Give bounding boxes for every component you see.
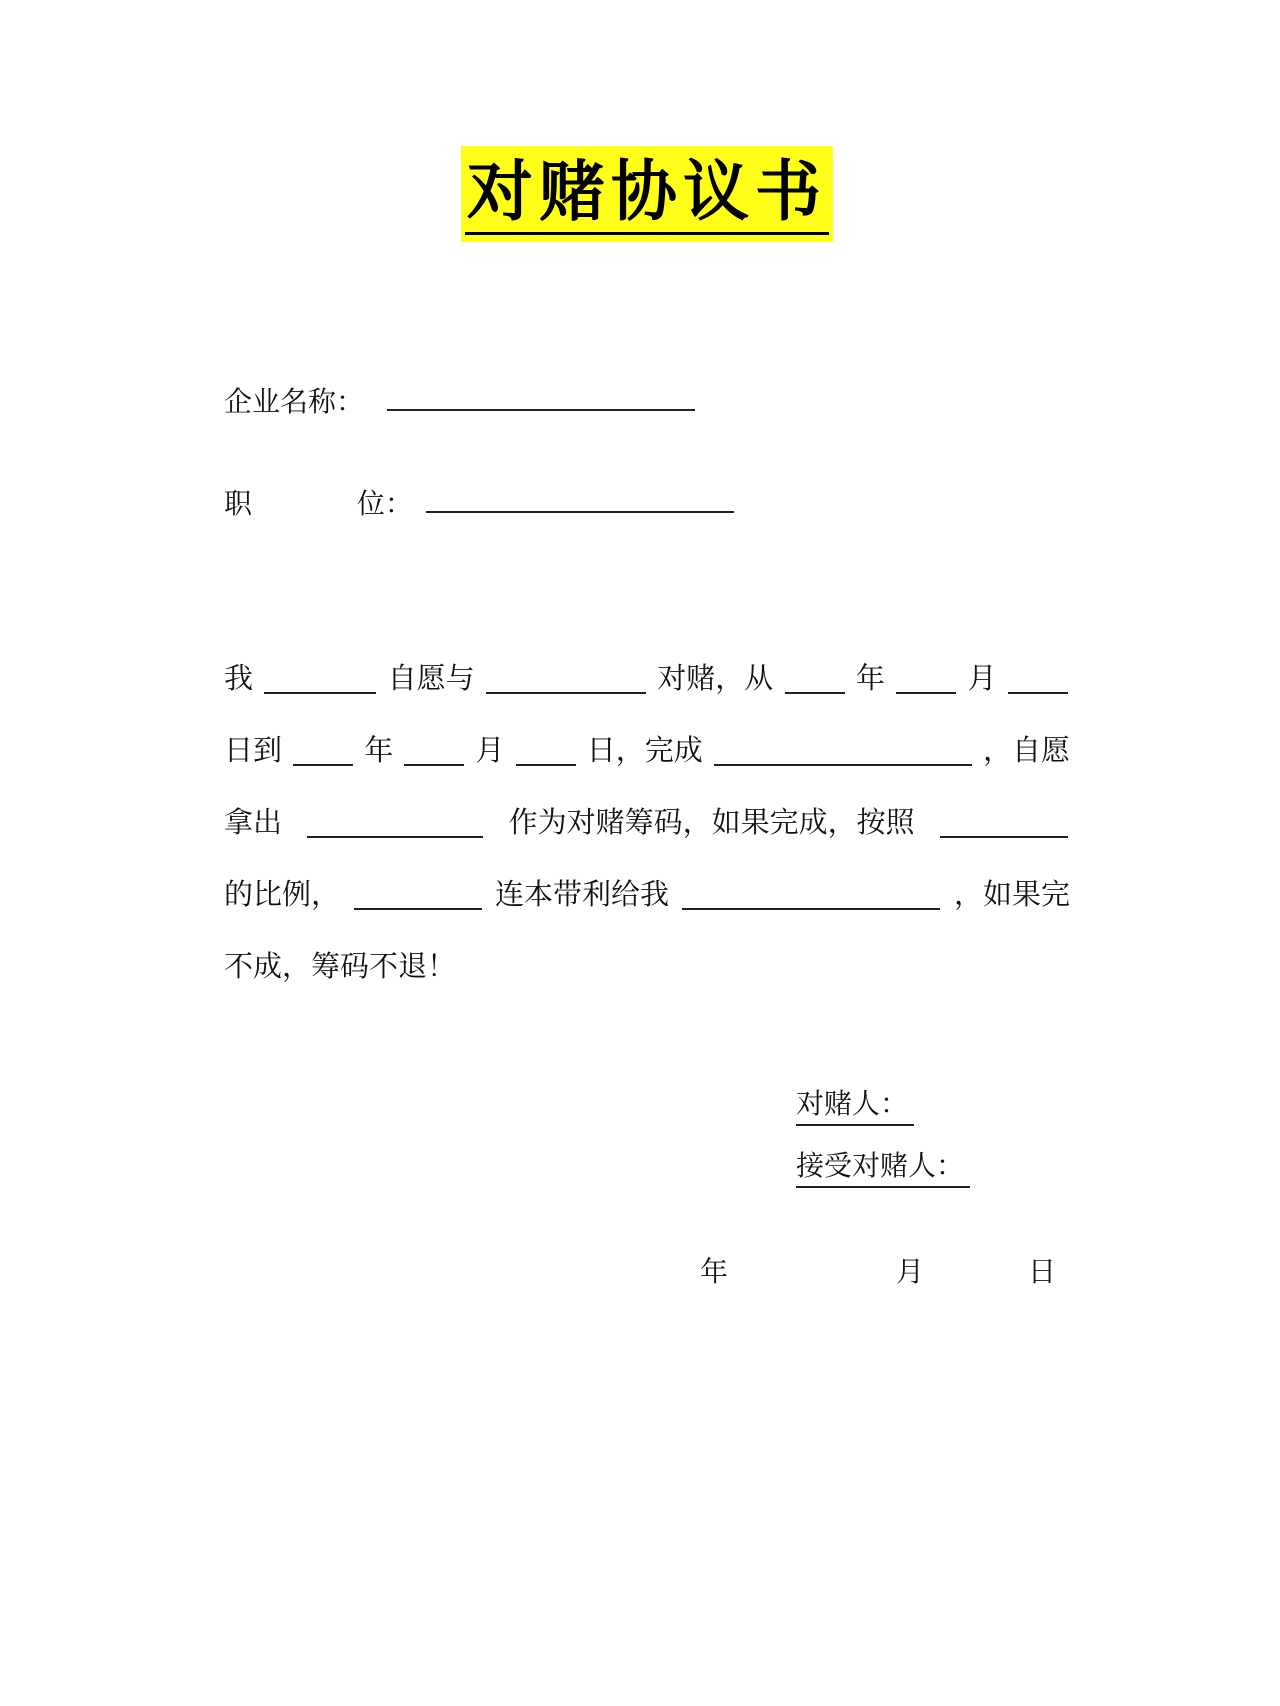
para-text: 自愿与 (387, 661, 475, 695)
para-text: ，如果完 (953, 877, 1070, 911)
company-name-row (224, 382, 695, 422)
counterparty-blank[interactable] (486, 662, 646, 694)
para-text: 日到 (224, 733, 283, 767)
start-year-blank[interactable] (785, 662, 845, 694)
paragraph-line-1 (224, 642, 1070, 714)
para-text: 作为对赌筹码，如果完成，按照 (508, 805, 915, 839)
para-text: 的比例， (224, 877, 341, 911)
para-text: 月 (475, 733, 505, 767)
payer-blank[interactable] (354, 878, 482, 910)
bettor-signature-line[interactable] (796, 1084, 914, 1126)
paragraph-line-2 (224, 714, 1070, 786)
date-day-label: 日 (1028, 1255, 1057, 1288)
paragraph-line-4 (224, 858, 1070, 930)
ratio-blank[interactable] (940, 806, 1068, 838)
paragraph-line-5 (224, 930, 1070, 1002)
para-text: 我 (224, 661, 254, 695)
para-text: 日，完成 (586, 733, 703, 767)
para-text: 月 (967, 661, 997, 695)
stake-blank[interactable] (307, 806, 483, 838)
position-row (224, 484, 734, 524)
date-month-label: 月 (896, 1255, 925, 1288)
paragraph-line-3 (224, 786, 1070, 858)
company-name-field[interactable] (387, 387, 695, 411)
document-title-text: 对赌协议书 (465, 150, 829, 235)
bettor-label: 对赌人： (796, 1087, 909, 1120)
bettor-name-blank[interactable] (264, 662, 376, 694)
end-month-blank[interactable] (404, 734, 464, 766)
agreement-paragraph (224, 642, 1070, 1002)
end-day-blank[interactable] (516, 734, 576, 766)
start-month-blank[interactable] (896, 662, 956, 694)
para-text: 不成，筹码不退！ (224, 949, 457, 983)
para-text: 对赌，从 (657, 661, 774, 695)
para-text: ，自愿 (982, 733, 1070, 767)
para-text: 年 (855, 661, 885, 695)
acceptor-label: 接受对赌人： (796, 1149, 965, 1182)
start-day-blank[interactable] (1008, 662, 1068, 694)
document-title (461, 146, 833, 242)
position-label-char2: 位： (356, 487, 413, 520)
position-field[interactable] (426, 489, 734, 513)
para-text: 年 (364, 733, 394, 767)
position-label-char1: 职 (224, 487, 253, 520)
para-text: 拿出 (224, 805, 283, 839)
para-text: 连本带利给我 (494, 877, 669, 911)
date-year-label: 年 (700, 1255, 729, 1288)
acceptor-signature-line[interactable] (796, 1146, 970, 1188)
payout-blank[interactable] (682, 878, 940, 910)
company-name-label: 企业名称： (224, 385, 365, 418)
target-blank[interactable] (714, 734, 972, 766)
end-year-blank[interactable] (293, 734, 353, 766)
